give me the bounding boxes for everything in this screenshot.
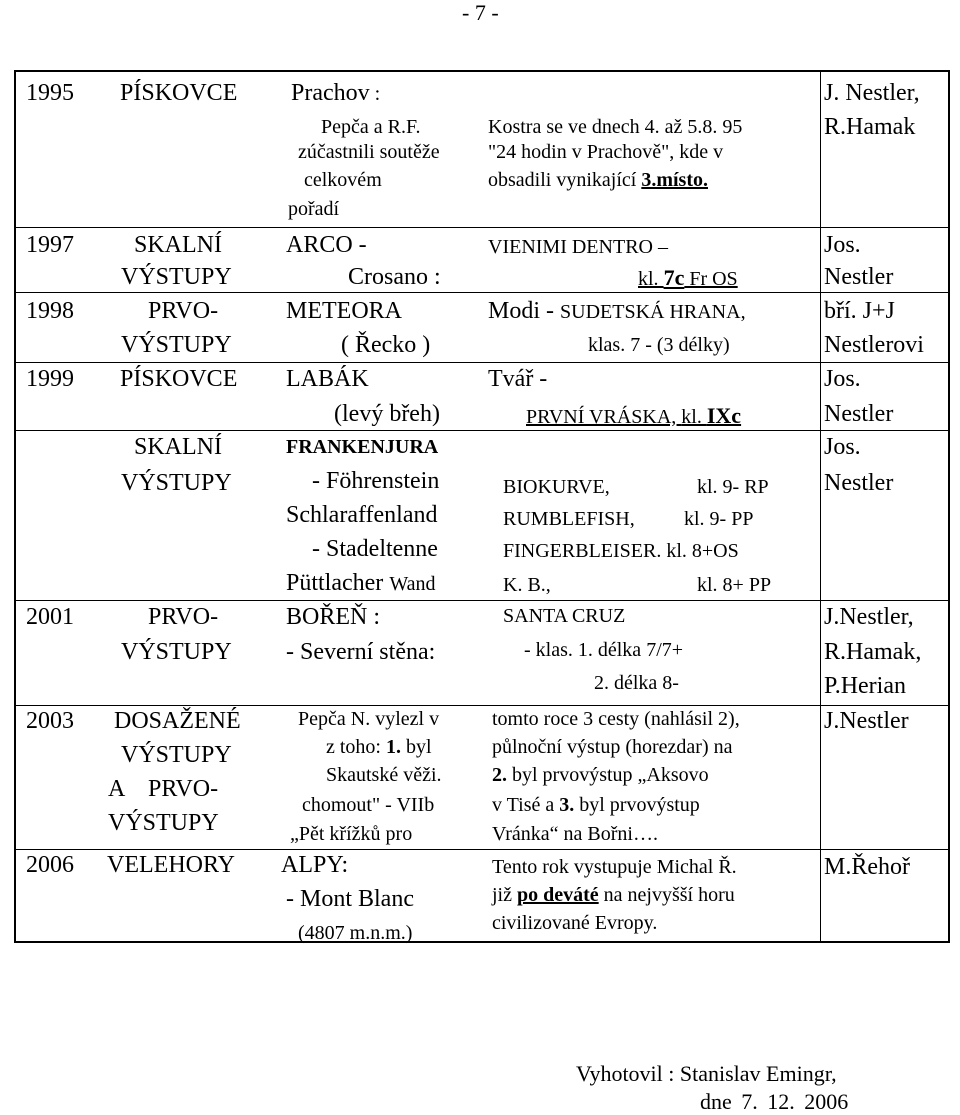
place-detail: celkovém [304, 169, 382, 191]
route-grade: 2. délka 8- [594, 672, 679, 694]
place: ( Řecko ) [341, 332, 431, 358]
category: PRVO- [148, 298, 219, 324]
row-divider [16, 292, 948, 293]
climbing-table [14, 70, 950, 943]
route-name: SANTA CRUZ [503, 605, 626, 627]
footer-author: Vyhotovil : Stanislav Emingr, [576, 1061, 837, 1086]
route-text: v Tisé a 3. byl prvovýstup [492, 794, 700, 816]
place: BOŘEŇ : [286, 604, 381, 630]
place-detail: Skautské věži. [326, 764, 442, 786]
route-grade: kl. 7c Fr OS [638, 265, 738, 290]
place: METEORA [286, 298, 402, 324]
place: - Föhrenstein [312, 468, 440, 494]
place-detail: Pepča N. vylezl v [298, 708, 440, 730]
route-name: K. B., [503, 574, 551, 596]
people: Jos. [824, 366, 861, 392]
route-text: obsadili vynikající 3.místo. [488, 169, 708, 191]
route-name: PRVNÍ VRÁSKA, kl. IXc [526, 403, 742, 428]
people: Jos. [824, 232, 861, 258]
route-name: FINGERBLEISER. kl. 8+OS [503, 540, 739, 562]
column-divider [820, 72, 821, 941]
place: ALPY: [281, 852, 349, 878]
row-divider [16, 600, 948, 601]
place-detail: pořadí [288, 198, 340, 220]
row-divider [16, 430, 948, 431]
footer-date: dne 7. 12. 2006 [700, 1089, 849, 1114]
row-divider [16, 227, 948, 228]
people: P.Herian [824, 673, 906, 699]
year: 1999 [26, 366, 74, 392]
place-detail: z toho: 1. byl [326, 736, 432, 758]
place: - Mont Blanc [286, 886, 414, 912]
route-text: již po deváté na nejvyšší horu [492, 884, 735, 906]
route-text: Kostra se ve dnech 4. až 5.8. 95 [488, 116, 743, 138]
route-text: VIENIMI DENTRO – [488, 236, 668, 258]
route-text: Tento rok vystupuje Michal Ř. [492, 856, 737, 878]
people: R.Hamak [824, 114, 916, 140]
category: SKALNÍ [134, 434, 222, 460]
route-grade: kl. 9- RP [697, 476, 769, 498]
row-divider [16, 849, 948, 850]
people: J.Nestler [824, 708, 909, 734]
category: VÝSTUPY [121, 470, 232, 496]
people: bří. J+J [824, 298, 895, 324]
page-number: - 7 - [462, 0, 499, 25]
category: VÝSTUPY [121, 639, 232, 665]
route-text: Tvář - [488, 366, 548, 392]
category: VÝSTUPY [121, 332, 232, 358]
place: LABÁK [286, 366, 369, 392]
year: 2006 [26, 852, 74, 878]
place: (4807 m.n.m.) [298, 922, 413, 944]
place: FRANKENJURA [286, 436, 439, 458]
route-text: Modi - SUDETSKÁ HRANA, [488, 298, 746, 324]
place-detail: „Pět křížků pro [290, 823, 413, 845]
place-detail: Pepča a R.F. [321, 116, 421, 138]
place-detail: chomout" - VIIb [302, 794, 435, 816]
route-grade: kl. 8+ PP [697, 574, 772, 596]
row-divider [16, 362, 948, 363]
route-name: BIOKURVE, [503, 476, 610, 498]
year: 2001 [26, 604, 74, 630]
year: 1995 [26, 80, 74, 106]
category: A PRVO- [108, 776, 219, 802]
place: - Severní stěna: [286, 639, 436, 665]
place: Schlaraffenland [286, 502, 438, 528]
route-grade: kl. 9- PP [684, 508, 754, 530]
category: VELEHORY [107, 852, 235, 878]
people: Nestler [824, 264, 894, 290]
route-grade: - klas. 1. délka 7/7+ [524, 639, 684, 661]
route-grade: klas. 7 - (3 délky) [588, 334, 730, 356]
route-text: "24 hodin v Prachově", kde v [488, 141, 724, 163]
place: - Stadeltenne [312, 536, 438, 562]
place: Püttlacher Wand [286, 570, 436, 596]
category: VÝSTUPY [121, 264, 232, 290]
people: Nestlerovi [824, 332, 924, 358]
route-name: RUMBLEFISH, [503, 508, 635, 530]
people: R.Hamak, [824, 639, 922, 665]
route-text: tomto roce 3 cesty (nahlásil 2), [492, 708, 740, 730]
route-text: 2. byl prvovýstup „Aksovo [492, 764, 709, 786]
people: Nestler [824, 401, 894, 427]
people: Nestler [824, 470, 894, 496]
people: J.Nestler, [824, 604, 914, 630]
category: PÍSKOVCE [120, 80, 238, 106]
year: 1997 [26, 232, 74, 258]
category: VÝSTUPY [121, 742, 232, 768]
year: 2003 [26, 708, 74, 734]
row-divider [16, 705, 948, 706]
people: J. Nestler, [824, 80, 920, 106]
category: DOSAŽENÉ [114, 708, 241, 734]
people: Jos. [824, 434, 861, 460]
route-text: půlnoční výstup (horezdar) na [492, 736, 733, 758]
place: Prachov : [291, 80, 381, 106]
route-text: civilizované Evropy. [492, 912, 658, 934]
place: (levý břeh) [334, 401, 440, 427]
place-detail: zúčastnili soutěže [298, 141, 440, 163]
route-text: Vránka“ na Bořni…. [492, 823, 658, 845]
category: PÍSKOVCE [120, 366, 238, 392]
place: Crosano : [348, 264, 441, 290]
people: M.Řehoř [824, 854, 910, 880]
place: ARCO - [286, 232, 367, 258]
category: VÝSTUPY [108, 810, 219, 836]
category: SKALNÍ [134, 232, 222, 258]
year: 1998 [26, 298, 74, 324]
category: PRVO- [148, 604, 219, 630]
